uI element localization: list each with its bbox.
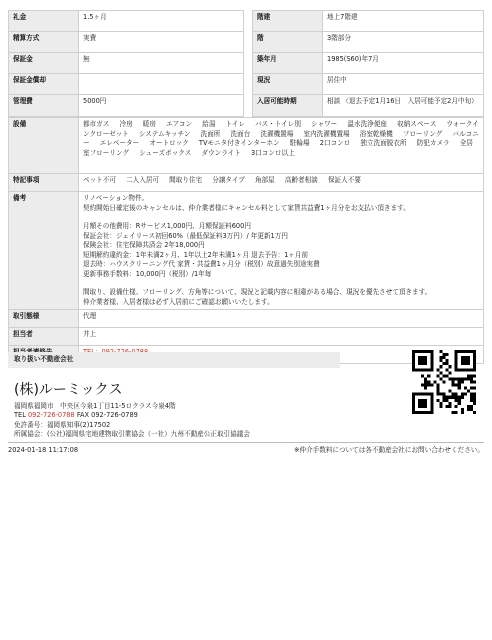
memo-line: リノベーション物件。	[83, 194, 149, 202]
memo-label: 備考	[9, 192, 79, 310]
special-note-item: 分譲タイプ	[212, 176, 245, 184]
status-label: 現況	[253, 74, 323, 95]
transaction-type-value: 代理	[79, 310, 484, 328]
equipment-item: シューズボックス	[139, 148, 192, 157]
equipment-item: 洗面所	[200, 129, 221, 138]
settlement-label: 精算方式	[9, 32, 79, 53]
memo-line: 短期解約違約金：1年未満2ヶ月、1年以上2年未満1ヶ月 退去予告：1ヶ月前	[83, 250, 309, 259]
move-in-value: 相談 （退去予定1月16日 入居可能予定2月中旬）	[323, 95, 484, 117]
memo-line	[83, 213, 479, 222]
deposit-amortization-label: 保証金償却	[9, 74, 79, 95]
built-date-value: 1985(S60)年7月	[323, 53, 484, 74]
transaction-type-label: 取引態様	[9, 310, 79, 328]
terms-table-right	[252, 10, 484, 117]
equipment-item: 全居室フローリング	[83, 139, 473, 157]
page-footer	[8, 442, 484, 456]
special-notes-label: 特記事項	[9, 174, 79, 192]
memo-line: 仲介業者様、入居者様は必ず入居前にご確認お願いいたします。	[83, 297, 274, 306]
equipment-item: 都市ガス	[83, 120, 110, 128]
equipment-item: 浴室乾燥機	[359, 129, 393, 138]
floors-label: 階建	[253, 11, 323, 32]
details-table	[8, 117, 484, 364]
equipment-item: エレベーター	[99, 139, 140, 148]
key-money-value: 1.5ヶ月	[79, 11, 244, 32]
equipment-item: ウォークインクローゼット	[83, 120, 479, 138]
equipment-item: 室内洗濯機置場	[303, 129, 350, 138]
equipment-item: 3口コンロ以上	[250, 148, 295, 157]
memo-line: 保証会社：ジェイリース初回60%（最低保証料3万円）/ 年更新1万円	[83, 231, 288, 240]
floor-value: 3階部分	[323, 32, 484, 53]
memo-line: 保険会社：住宅保障共済会 2年18,000円	[83, 241, 205, 250]
equipment-item: 冷房	[119, 120, 133, 128]
special-note-item: 角部屋	[254, 176, 275, 184]
memo-line: 更新事務手数料：10,000円（税別）/1年毎	[83, 269, 212, 278]
special-note-item: 保証人不要	[327, 176, 361, 184]
special-notes-list	[79, 174, 484, 192]
management-fee-label: 管理費	[9, 95, 79, 117]
equipment-list	[79, 118, 484, 174]
equipment-item: 温水洗浄便座	[347, 120, 387, 128]
status-value: 居住中	[323, 74, 484, 95]
equipment-item: 洗面台	[230, 129, 251, 138]
key-money-label: 礼金	[9, 11, 79, 32]
floor-label: 階	[253, 32, 323, 53]
memo-line: 月額その他費用：Rサービス1,000円、月額保証料600円	[83, 222, 251, 231]
equipment-item: 給湯	[202, 120, 216, 128]
agency-address: 福岡県福岡市 中央区今泉1丁目11-5ロクラス今泉4階	[14, 401, 176, 410]
move-in-label: 入居可能時期	[253, 95, 323, 117]
equipment-label: 設備	[9, 118, 79, 174]
equipment-item: シャワー	[311, 120, 338, 128]
equipment-item: トイレ	[225, 120, 245, 128]
deposit-amortization-value	[79, 74, 244, 95]
equipment-item: フローリング	[402, 129, 443, 138]
memo-line: 間取り、設備仕様、フローリング、方角等について、現況と記載内容に相違がある場合、現況を優先させて頂きます。	[83, 288, 432, 297]
deposit-value: 無	[79, 53, 244, 74]
built-date-label: 築年月	[253, 53, 323, 74]
agency-license: 免許番号：福岡県知事(2)17502	[14, 420, 111, 429]
memo-line: 退去時：ハウスクリーニング代 家賃・共益費1ヶ月分（税別）故意過失別途実費	[83, 260, 320, 269]
equipment-item: TVモニタ付きインターホン	[198, 139, 280, 148]
equipment-item: 駐輪場	[289, 139, 310, 148]
floors-value: 地上7階建	[323, 11, 484, 32]
agency-header: 取り扱い不動産会社	[8, 352, 340, 368]
memo-text	[79, 192, 484, 310]
agency-tel-link[interactable]: 092-726-0788	[27, 411, 75, 420]
equipment-item: 独立洗面脱衣所	[360, 139, 407, 148]
contact-person-label: 担当者	[9, 328, 79, 346]
equipment-item: オートロック	[149, 139, 189, 148]
agency-fax: FAX 092-726-0789	[76, 411, 138, 420]
deposit-label: 保証金	[9, 53, 79, 74]
settlement-value: 実費	[79, 32, 244, 53]
agency-association: 所属協会：(公社)福岡県宅地建物取引業協会（一社）九州不動産公正取引協議会	[14, 430, 250, 439]
terms-table-left	[8, 10, 244, 117]
agency-name: (株)ルーミックス	[14, 381, 123, 398]
agency-tel-label: TEL	[14, 411, 26, 420]
equipment-item: 洗濯機置場	[260, 129, 294, 138]
equipment-item: システムキッチン	[138, 129, 191, 138]
equipment-item: バルコニー	[83, 129, 479, 148]
equipment-item: 2口コンロ	[319, 139, 351, 148]
memo-line: 契約開始日確定後のキャンセルは、仲介業者様にキャンセル料として家賃共益費1ヶ月分をお支払い頂きます。	[83, 203, 410, 212]
management-fee-value: 5000円	[79, 95, 244, 117]
contact-person-value: 井上	[79, 328, 484, 346]
print-timestamp: 2024-01-18 11:17:08	[8, 446, 79, 454]
equipment-item: エアコン	[166, 120, 193, 128]
equipment-item: バス・トイレ別	[255, 120, 301, 128]
commission-note: ※仲介手数料については各不動産会社にお問い合わせください。	[293, 446, 484, 454]
special-note-item: 間取り住宅	[169, 176, 203, 184]
equipment-item: ダウンライト	[201, 148, 241, 157]
equipment-item: 暖房	[142, 120, 156, 128]
special-note-item: 高齢者相談	[284, 176, 318, 184]
special-note-item: 二人入居可	[126, 176, 160, 184]
equipment-item: 防犯カメラ	[416, 139, 450, 148]
equipment-item: 収納スペース	[397, 120, 437, 128]
special-note-item: ペット不可	[83, 176, 116, 184]
qr-code-icon	[412, 350, 476, 414]
